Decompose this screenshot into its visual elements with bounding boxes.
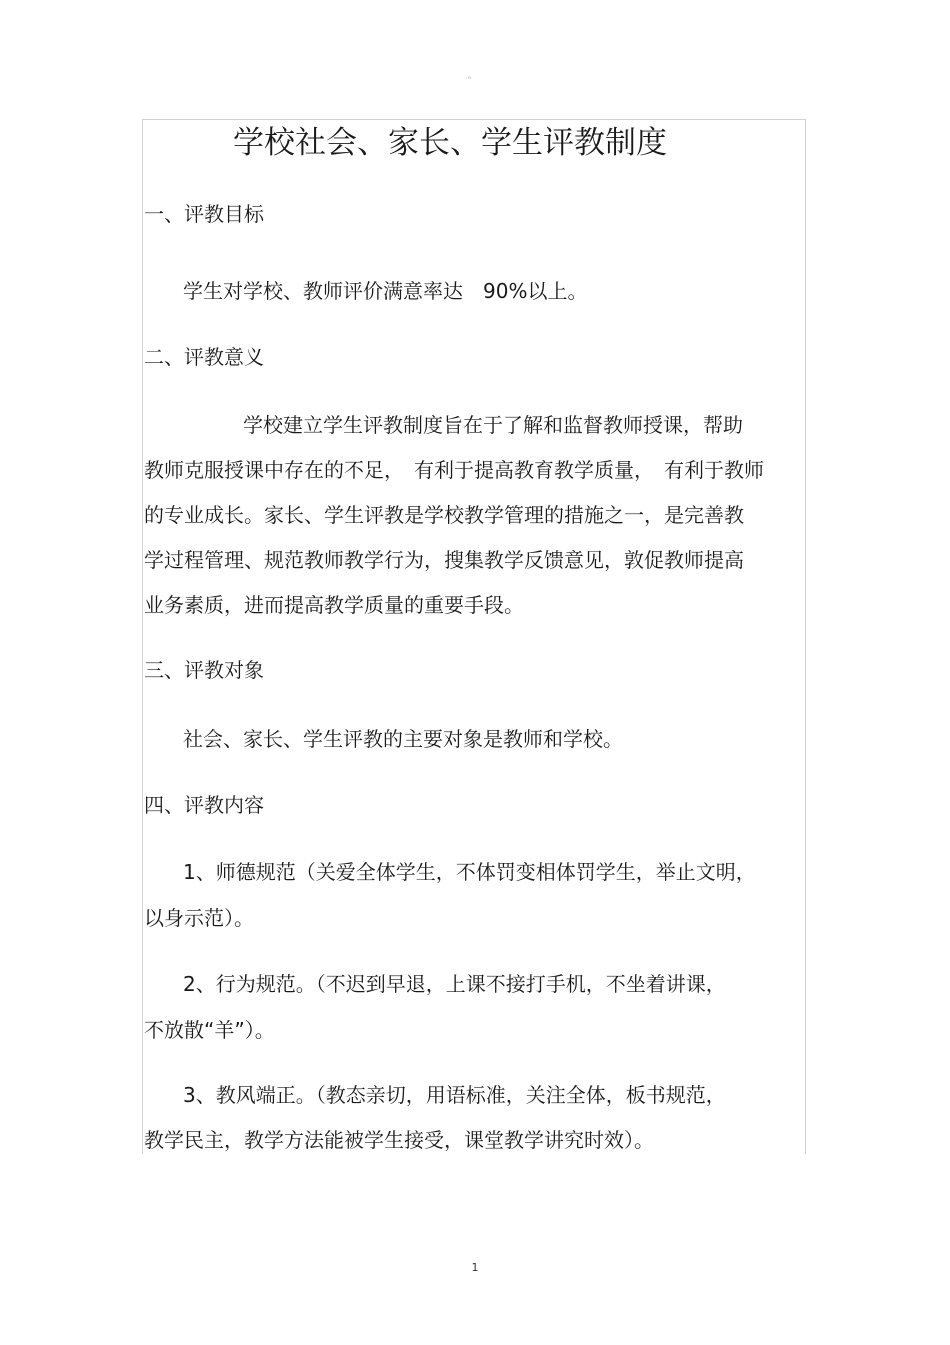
header-mark: 。: [468, 71, 476, 80]
paragraph-goal: 学生对学校、教师评价满意率达 90%以上。: [183, 279, 588, 303]
section-heading-target: 三、评教对象: [144, 658, 264, 682]
document-title: 学校社会、家长、学生评教制度: [233, 125, 667, 161]
paragraph-target: 社会、家长、学生评教的主要对象是教师和学校。: [183, 727, 623, 751]
list-item-continuation: 以身示范）。: [144, 906, 254, 930]
list-item-continuation: 不放散“羊”）。: [144, 1018, 275, 1042]
paragraph-line: 学校建立学生评教制度旨在于了解和监督教师授课，帮助: [243, 413, 743, 437]
list-item-continuation: 教学民主，教学方法能被学生接受，课堂教学讲究时效）。: [144, 1128, 654, 1152]
list-item: 1、师德规范（关爱全体学生，不体罚变相体罚学生，举止文明，: [183, 860, 756, 884]
list-item: 3、教风端正。（教态亲切，用语标准，关注全体，板书规范，: [183, 1083, 726, 1107]
paragraph-line: 业务素质，进而提高教学质量的重要手段。: [144, 593, 524, 617]
paragraph-line: 学过程管理、规范教师教学行为，搜集教学反馈意见，敦促教师提高: [144, 548, 744, 572]
section-heading-goal: 一、评教目标: [144, 202, 264, 226]
paragraph-line: 的专业成长。家长、学生评教是学校教学管理的措施之一，是完善教: [144, 503, 744, 527]
paragraph-line: 教师克服授课中存在的不足， 有利于提高教育教学质量， 有利于教师: [144, 458, 764, 482]
page-number: 1: [471, 1261, 479, 1274]
page-frame: [142, 119, 806, 1154]
list-item: 2、行为规范。（不迟到早退，上课不接打手机，不坐着讲课，: [183, 972, 726, 996]
section-heading-significance: 二、评教意义: [144, 345, 264, 369]
section-heading-content: 四、评教内容: [144, 793, 264, 817]
